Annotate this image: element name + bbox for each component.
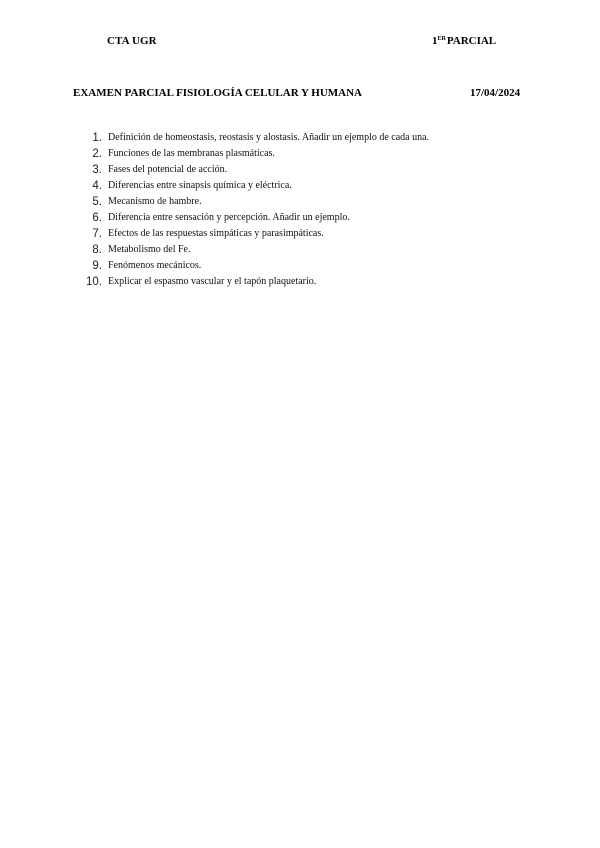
question-number: 7. <box>92 228 102 240</box>
question-text: Metabolismo del Fe. <box>108 244 191 255</box>
parcial-superscript: ER <box>437 36 446 42</box>
question-number: 5. <box>92 196 102 208</box>
question-item <box>80 130 540 146</box>
institution-label: CTA UGR <box>107 35 157 47</box>
question-list <box>80 130 540 290</box>
question-text: Fases del potencial de acción. <box>108 164 228 175</box>
question-text: Diferencias entre sinapsis química y eléctrica. <box>108 180 292 191</box>
question-number: 2. <box>92 148 102 160</box>
question-text: Diferencia entre sensación y percepción. Añadir un ejemplo. <box>108 212 350 223</box>
question-text: Efectos de las respuestas simpáticas y parasimpáticas. <box>108 228 324 239</box>
question-number: 9. <box>92 260 102 272</box>
question-number: 1. <box>92 132 102 144</box>
question-item <box>80 258 540 274</box>
question-text: Fenómenos mecánicos. <box>108 260 202 271</box>
question-item <box>80 146 540 162</box>
question-number: 4. <box>92 180 102 192</box>
parcial-label <box>432 35 496 47</box>
question-number: 10. <box>86 276 102 288</box>
question-item <box>80 178 540 194</box>
question-text: Funciones de las membranas plasmáticas. <box>108 148 275 159</box>
parcial-number: 1 <box>432 35 438 47</box>
question-number: 8. <box>92 244 102 256</box>
question-number: 3. <box>92 164 102 176</box>
question-text: Mecanismo de hambre. <box>108 196 202 207</box>
question-text: Definición de homeostasis, reostasis y alostasis. Añadir un ejemplo de cada una. <box>108 132 430 143</box>
question-item <box>80 162 540 178</box>
question-item <box>80 194 540 210</box>
question-item <box>80 274 540 290</box>
question-item <box>80 210 540 226</box>
exam-title: EXAMEN PARCIAL FISIOLOGÍA CELULAR Y HUMANA <box>73 87 362 99</box>
exam-date: 17/04/2024 <box>470 87 521 99</box>
question-number: 6. <box>92 212 102 224</box>
question-item <box>80 242 540 258</box>
question-item <box>80 226 540 242</box>
parcial-word: PARCIAL <box>446 35 497 47</box>
question-text: Explicar el espasmo vascular y el tapón plaquetario. <box>108 276 317 287</box>
